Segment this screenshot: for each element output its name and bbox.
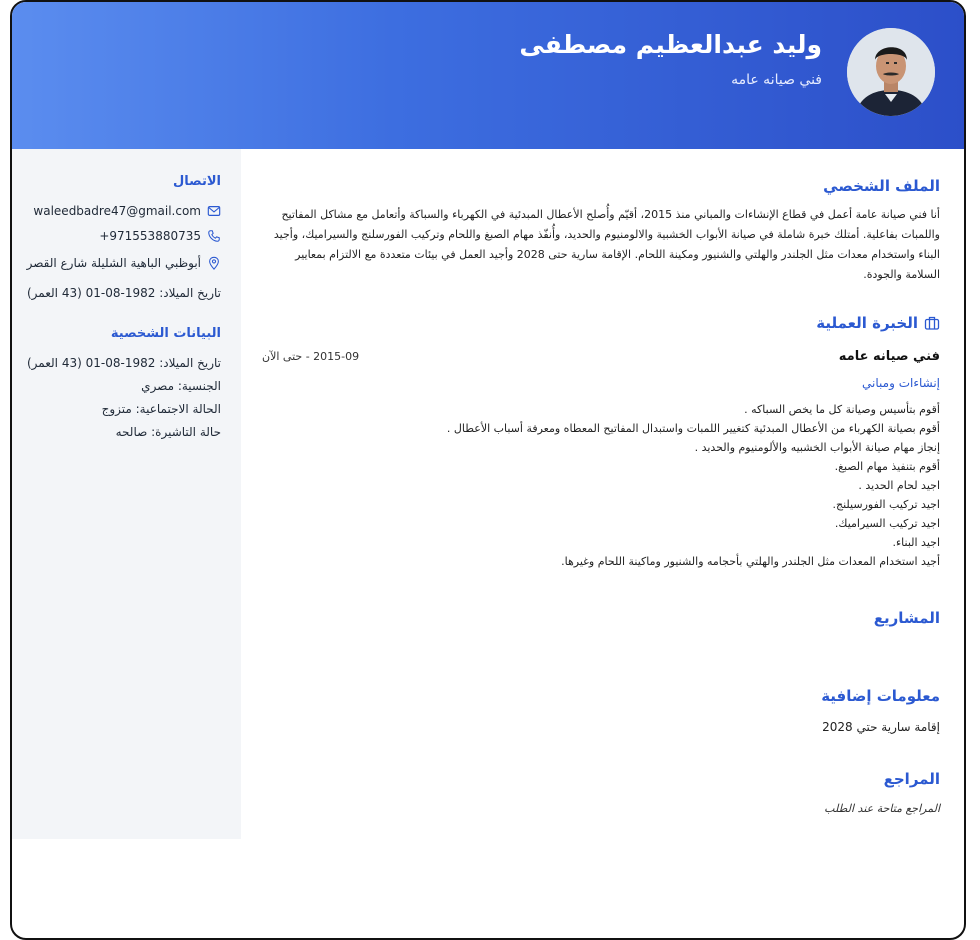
list-item: إنجاز مهام صيانة الأبواب الخشبيه والألومنيوم والحديد . — [694, 441, 940, 454]
job-title: فني صيانه عامه — [838, 349, 940, 364]
phone-text: +971553880735 — [99, 229, 201, 243]
avatar — [847, 28, 935, 116]
phone-row[interactable] — [99, 229, 221, 243]
references-text: المراجع متاحة عند الطلب — [824, 802, 940, 815]
additional-info-heading: معلومات إضافية — [821, 687, 940, 705]
personal-heading: البيانات الشخصية — [110, 326, 221, 341]
list-item: اجيد تركيب السيراميك. — [834, 517, 940, 530]
sidebar — [12, 149, 241, 839]
briefcase-icon — [924, 315, 940, 331]
avatar-photo — [847, 28, 935, 116]
location-pin-icon — [207, 256, 221, 270]
list-item: أقوم بتأسيس وصيانة كل ما يخص السباكه . — [744, 403, 940, 416]
references-heading: المراجع — [883, 770, 940, 788]
email-row[interactable] — [33, 204, 221, 218]
personal-nationality: الجنسية: مصري — [141, 379, 221, 393]
personal-birth: تاريخ الميلاد: 1982-08-01 (43 العمر) — [26, 356, 221, 370]
profile-text: أنا فني صيانة عامة أعمل في قطاع الإنشاءات والمباني منذ 2015، أقيّم وأُصلح الأعطال المبدئية في الكهرباء والسباكة وأتعامل مع مشاكل المفاتيح واللمبات بفاعلية. أمتلك خبرة شاملة في صيانة الأبواب الخشبية والالومنيوم والحديد، وأُنفّذ مهام الصبغ واللحام وتركيب الفورسلنج والسيراميك، وأجيد البناء واستخدام معدات مثل الجلندر والهلتي والشنيور ومكينة اللحام. الإقامة سارية حتى 2028 وأجيد العمل في بيئات متعددة مع الالتزام بمعايير السلامة والجودة. — [273, 208, 940, 281]
resume-header — [12, 2, 964, 149]
email-text: waleedbadre47@gmail.com — [33, 204, 201, 218]
job-duties — [447, 400, 940, 571]
address-row — [27, 256, 221, 270]
projects-heading: المشاريع — [873, 609, 940, 627]
list-item: اجيد البناء. — [892, 536, 940, 549]
personal-visa: حالة التاشيرة: صالحه — [115, 425, 221, 439]
list-item: أقوم بصيانة الكهرباء من الأعطال المبدئية كتغيير اللمبات واستبدال المفاتيح المعطاه ومعرفة أسباب الأعطال . — [446, 422, 940, 435]
additional-info-text: إقامة سارية حتي 2028 — [822, 720, 940, 734]
phone-icon — [207, 229, 221, 243]
birth-date: تاريخ الميلاد: 1982-08-01 (43 العمر) — [26, 286, 221, 300]
list-item: أقوم بتنفيذ مهام الصبغ. — [834, 460, 940, 473]
mail-icon — [207, 204, 221, 218]
candidate-name: وليد عبدالعظيم مصطفى — [519, 30, 822, 59]
job-date: 2015-09 - حتى الآن — [262, 350, 360, 363]
address-text: أبوظبي الباهية الشليلة شارع القصر — [26, 256, 201, 270]
personal-marital: الحالة الاجتماعية: متزوج — [101, 402, 221, 416]
profile-heading: الملف الشخصي — [823, 177, 940, 195]
list-item: أجيد استخدام المعدات مثل الجلندر والهلتي بأحجامه والشنيور وماكينة اللحام وغيرها. — [561, 555, 940, 568]
list-item: اجيد لحام الحديد . — [858, 479, 940, 492]
contact-heading: الاتصال — [173, 174, 221, 189]
experience-heading: الخبرة العملية — [816, 314, 918, 332]
resume-page — [10, 0, 966, 940]
job-company: إنشاءات ومباني — [862, 376, 940, 390]
candidate-title: فني صيانه عامه — [731, 72, 822, 88]
list-item: اجيد تركيب الفورسيلنج. — [832, 498, 940, 511]
experience-heading-row — [816, 314, 940, 332]
